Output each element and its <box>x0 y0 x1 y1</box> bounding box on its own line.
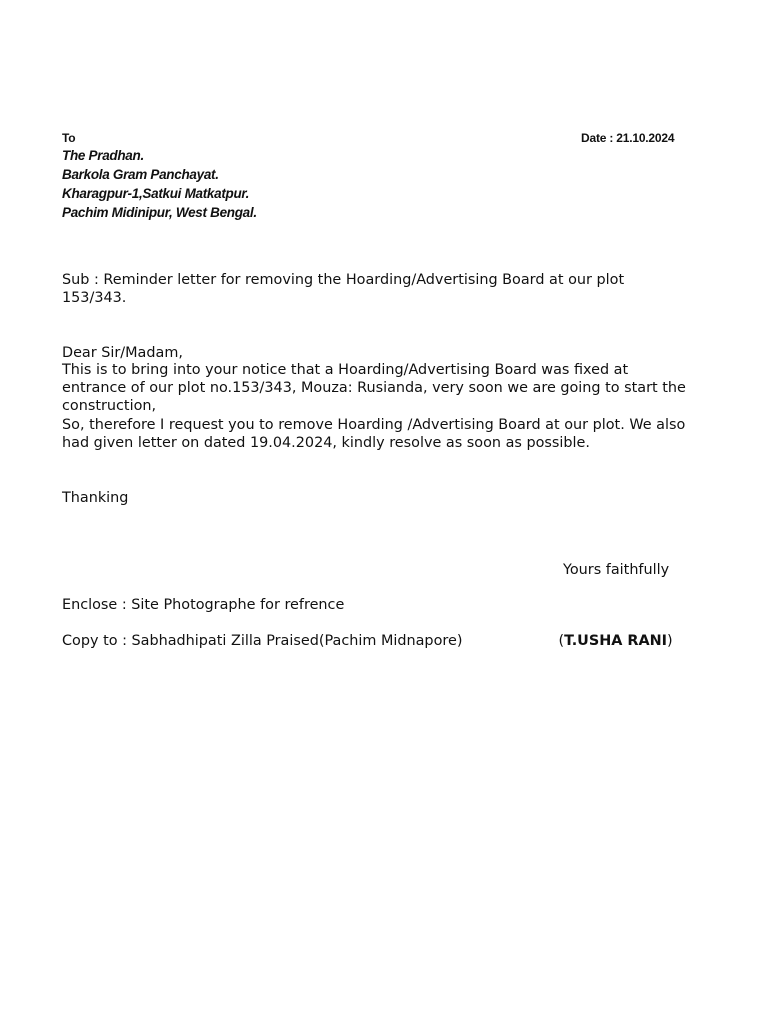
body-paragraph-2: So, therefore I request you to remove Hoarding /Advertising Board at our plot. We also had given letter on dated 19.04.2024, kindly resolve as soon as possible. <box>62 417 686 451</box>
to-label: To <box>62 131 76 145</box>
closing-line: Yours faithfully <box>563 562 670 578</box>
copy-to-and-signatory <box>62 632 692 650</box>
thanking-line: Thanking <box>62 490 129 506</box>
address-line-1: The Pradhan. <box>62 148 144 163</box>
address-line-3: Kharagpur-1,Satkui Matkatpur. <box>62 186 250 201</box>
letter-date: Date : 21.10.2024 <box>581 131 675 145</box>
enclosure-line: Enclose : Site Photographe for refrence <box>62 597 345 613</box>
salutation: Dear Sir/Madam, <box>62 345 183 361</box>
body-paragraph-1: This is to bring into your notice that a Hoarding/Advertising Board was fixed at entrance of our plot no.153/343, Mouza: Rusianda, very soon we are going to start the construction, <box>62 362 686 414</box>
signatory-name: T.USHA RANI <box>564 633 668 649</box>
signatory-close: ) <box>667 633 673 649</box>
signatory-open: ( <box>558 633 565 649</box>
address-line-4: Pachim Midinipur, West Bengal. <box>62 205 257 220</box>
subject-line: Sub : Reminder letter for removing the Hoarding/Advertising Board at our plot 153/343. <box>62 272 625 306</box>
copy-to-line: Copy to : Sabhadhipati Zilla Praised(Pachim Midnapore) <box>62 633 463 649</box>
address-line-2: Barkola Gram Panchayat. <box>62 167 219 182</box>
